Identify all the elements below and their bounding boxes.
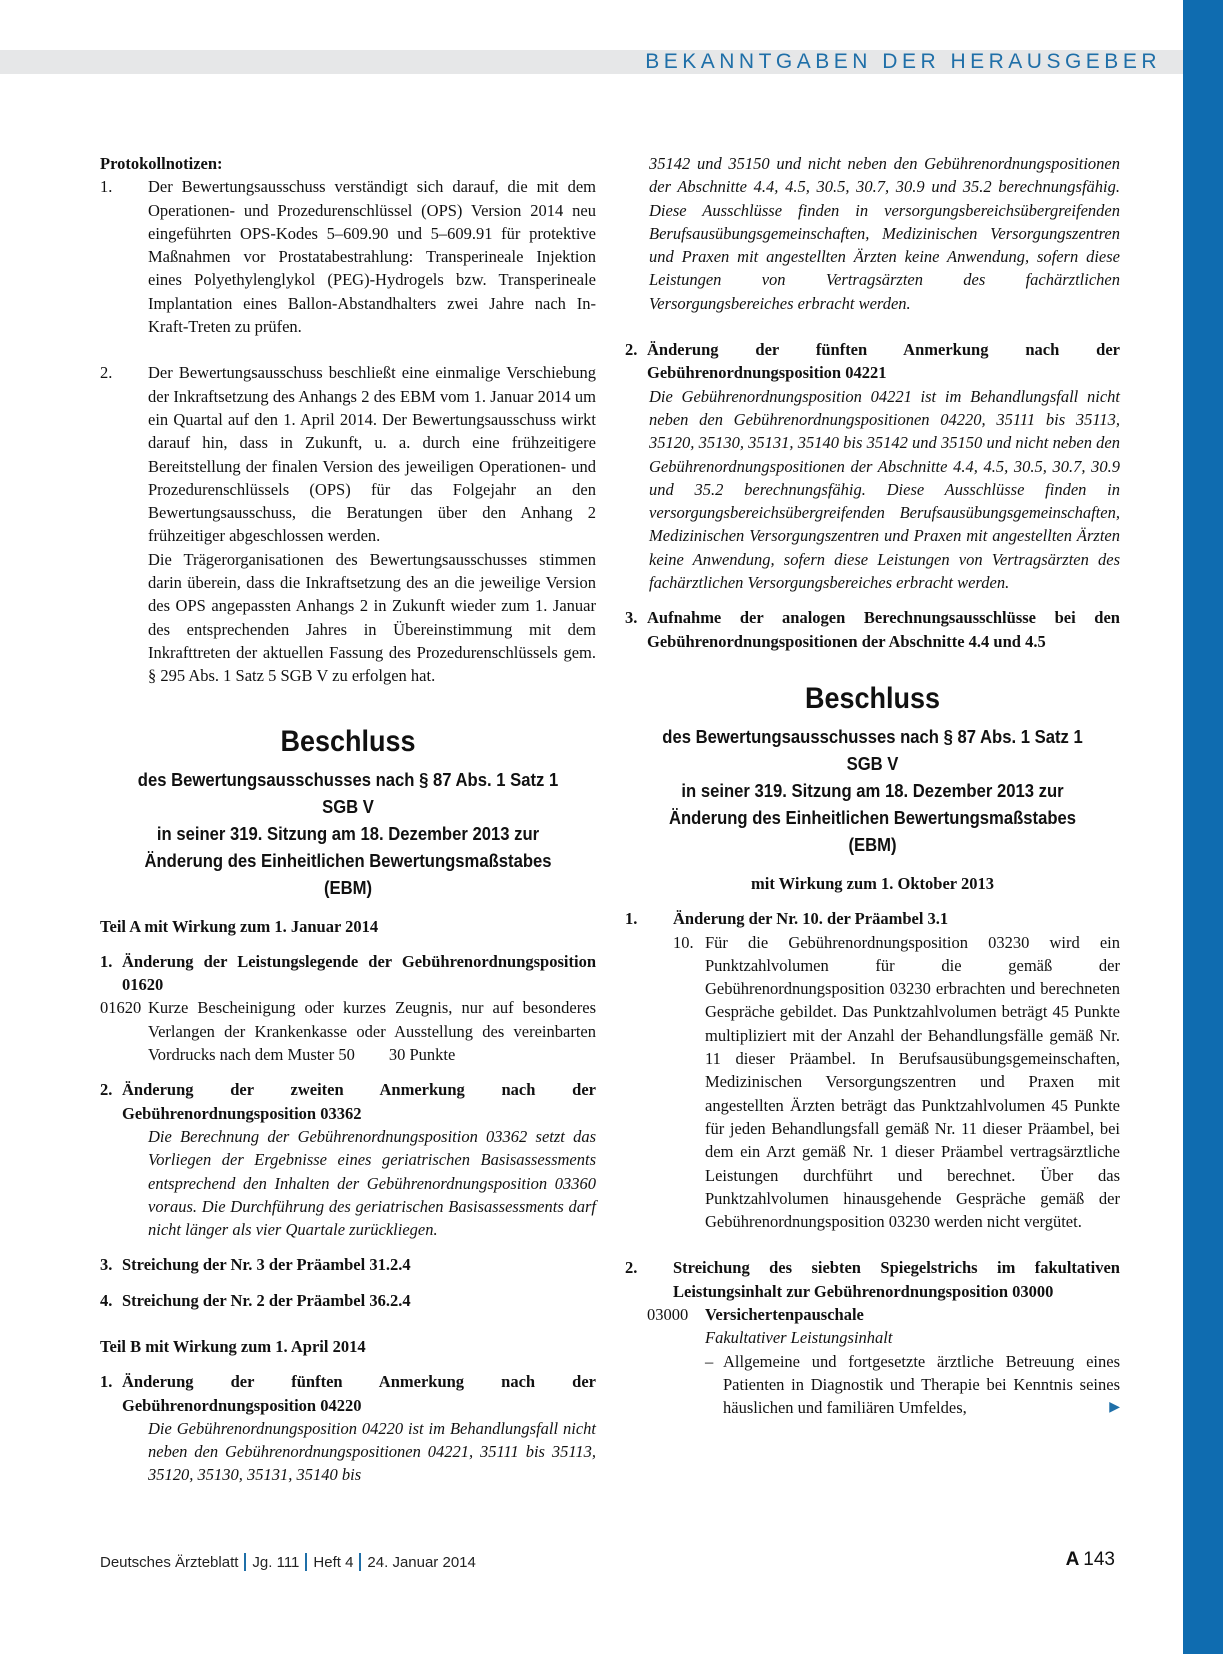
note-text: Der Bewertungsausschuss beschließt eine einmalige Verschiebung der Inkraftsetzung des Anhangs 2 des EBM vom 1. Januar 2014 um ein Quartal auf den 1. April 2014. Der Bewertungsausschuss wirkt darauf hin, dass in Zukunft, u. a. durch eine frühzeitigere Bereitstellung der finalen Version des jeweiligen Operationen- und Prozedurenschlüssels (OPS) für das Folgejahr an den Bewertungsausschuss, die Beratungen über den Anhang 2 frühzeitiger abgeschlossen werden.: [148, 363, 596, 546]
teil-a-heading: Teil A mit Wirkung zum 1. Januar 2014: [100, 916, 379, 936]
a4-heading: [100, 1289, 596, 1312]
note-number: 1.: [100, 177, 113, 197]
right-column: [625, 152, 1120, 1419]
a1-entry: [100, 996, 596, 1066]
item-number: 3.: [625, 608, 638, 628]
footer: [100, 1553, 476, 1571]
footer-separator: [244, 1553, 246, 1571]
a2-heading: [100, 1078, 596, 1125]
note-number: 2.: [100, 363, 113, 383]
beschluss-subtitle-line: in seiner 319. Sitzung am 18. Dezember 2013 zur: [156, 822, 540, 844]
bullet-text: [723, 1350, 1120, 1420]
item-number: 1.: [100, 1372, 113, 1392]
wirkung-heading: mit Wirkung zum 1. Oktober 2013: [751, 873, 994, 893]
item-title: Änderung der fünften Anmerkung nach der Gebührenordnungsposition 04221: [647, 340, 1120, 383]
b2-heading: [625, 338, 1120, 385]
item-number: 4.: [100, 1290, 113, 1310]
protokoll-note-1: [100, 175, 596, 338]
note-text-2: Die Trägerorganisationen des Bewertungsausschusses stimmen darin überein, dass die Inkraftsetzung des an die jeweilige Version des OPS angepassten Anhangs 2 in Zukunft wieder zum 1. Januar des entsprechenden Jahres in Übereinstimmung mit dem Inkrafttreten der aktuellen Fassung des Prozedurenschlüssels gem. § 295 Abs. 1 Satz 5 SGB V zu erfolgen hat.: [148, 549, 596, 686]
side-color-bar: [1183, 0, 1223, 1654]
journal-name: Deutsches Ärzteblatt: [100, 1553, 239, 1571]
gop-code: 03000: [647, 1304, 689, 1324]
journal-issue: Heft 4: [313, 1553, 354, 1571]
journal-date: 24. Januar 2014: [367, 1553, 476, 1571]
item-number: 1.: [100, 951, 113, 971]
teil-b-heading: Teil B mit Wirkung zum 1. April 2014: [100, 1336, 366, 1356]
fakultativ-label: Fakultativer Leistungsinhalt: [705, 1328, 893, 1348]
item-number: 1.: [625, 909, 638, 929]
c2-bullet: [625, 1350, 1120, 1420]
a2-text: Die Berechnung der Gebührenordnungsposition 03362 setzt das Vorliegen der Ergebnisse eines geriatrischen Basisassessments entsprechend den Inhalten der Gebührenordnungsposition 03360 voraus. Die Durchführung des geriatrischen Basisassessments darf nicht länger als vier Quartale zurückliegen.: [148, 1126, 596, 1240]
sub-number: 10.: [673, 932, 694, 952]
item-title: Änderung der Nr. 10. der Präambel 3.1: [673, 909, 949, 929]
gop-title: Versichertenpauschale: [705, 1304, 864, 1324]
beschluss-subtitle: [125, 766, 571, 901]
item-number: 2.: [625, 1258, 638, 1278]
journal-volume: Jg. 111: [252, 1553, 300, 1571]
gop-text: [148, 996, 596, 1066]
gop-points: 30 Punkte: [388, 1045, 456, 1065]
b2-text: Die Gebührenordnungsposition 04221 ist im Behandlungsfall nicht neben den Gebührenordnungspositionen 04220, 35111 bis 35113, 35120, 35130, 35131, 35140 bis 35142 und 35150 und nicht neben den Gebührenordnungspositionen der Abschnitte 4.4, 4.5, 30.5, 30.7, 30.9 und 35.2 berechnungsfähig. Diese Ausschlüsse finden in versorgungsbereichsübergreifenden Berufsausübungsgemeinschaften, Medizinischen Versorgungszentren und Praxen mit angestellten Ärzten keine Anwendung, sofern diese Leistungen von Vertragsärzten des fachärztlichen Versorgungsbereiches erbracht werden.: [649, 386, 1120, 593]
item-number: 3.: [100, 1255, 113, 1275]
item-title: Änderung der fünften Anmerkung nach der Gebührenordnungsposition 04220: [122, 1372, 596, 1415]
page-prefix: A: [1065, 1549, 1080, 1570]
footer-separator: [305, 1553, 307, 1571]
beschluss-subtitle-line: des Bewertungsausschusses nach § 87 Abs. 1 Satz 1 SGB V: [662, 725, 1083, 774]
b1-heading: [100, 1370, 596, 1417]
section-title: BEKANNTGABEN DER HERAUSGEBER: [645, 50, 1161, 73]
beschluss-subtitle-line: in seiner 319. Sitzung am 18. Dezember 2013 zur: [681, 779, 1064, 801]
b1-text: Die Gebührenordnungsposition 04220 ist im Behandlungsfall nicht neben den Gebührenordnungspositionen 04221, 35111 bis 35113, 35120, 35130, 35131, 35140 bis: [148, 1418, 596, 1485]
item-number: 2.: [100, 1080, 113, 1100]
bullet-content: Allgemeine und fortgesetzte ärztliche Betreuung eines Patienten in Diagnostik und Therapie bei Kenntnis seines häuslichen und familiären Umfeldes,: [723, 1351, 1120, 1418]
item-title: Aufnahme der analogen Berechnungsausschlüsse bei den Gebührenordnungspositionen der Abschnitte 4.4 und 4.5: [647, 608, 1120, 651]
beschluss-subtitle-2: [650, 723, 1096, 858]
c1-heading: [625, 907, 1120, 930]
dash: –: [705, 1351, 714, 1371]
item-number: 2.: [625, 340, 638, 360]
c1-entry: [625, 931, 1120, 1234]
item-title: Streichung der Nr. 2 der Präambel 36.2.4: [122, 1290, 411, 1310]
c2-entry: [625, 1303, 1120, 1326]
beschluss-subtitle-line: Änderung des Einheitlichen Bewertungsmaßstabes (EBM): [668, 806, 1077, 855]
beschluss-subtitle-line: des Bewertungsausschusses nach § 87 Abs. 1 Satz 1 SGB V: [137, 768, 559, 817]
left-column: [100, 152, 596, 1487]
b1-text-continued: 35142 und 35150 und nicht neben den Gebührenordnungspositionen der Abschnitte 4.4, 4.5, 30.5, 30.7, 30.9 und 35.2 berechnungsfähig. Diese Ausschlüsse finden in versorgungsbereichsübergreifenden Berufsausübungsgemeinschaften, Medizinischen Versorgungszentren und Praxen mit angestellten Ärzten keine Anwendung, sofern diese Leistungen von Vertragsärzten des fachärztlichen Versorgungsbereiches erbracht werden.: [649, 154, 1120, 313]
note-text: Der Bewertungsausschuss verständigt sich darauf, die mit dem Operationen- und Prozedurenschlüssel (OPS) Version 2014 neu eingeführten OPS-Kodes 5–609.90 und 5–609.91 für protektive Maßnahmen vor Prostatabestrahlung: Transperineale Injektion eines Polyethylenglykol (PEG)-Hydrogels bzw. Transperineale Implantation eines Ballon-Abstandhalters zwei Jahre nach In-Kraft-Treten zu prüfen.: [148, 177, 596, 337]
item-title: Änderung der zweiten Anmerkung nach der Gebührenordnungsposition 03362: [122, 1080, 596, 1123]
c2-heading: [625, 1256, 1120, 1303]
beschluss-subtitle-line: Änderung des Einheitlichen Bewertungsmaßstabes (EBM): [144, 849, 552, 898]
page-number-value: 143: [1083, 1549, 1115, 1570]
beschluss-title-2: Beschluss: [804, 681, 941, 715]
item-title: Streichung der Nr. 3 der Präambel 31.2.4: [122, 1255, 411, 1275]
item-title: Streichung des siebten Spiegelstrichs im fakultativen Leistungsinhalt zur Gebührenordnungsposition 03000: [673, 1258, 1120, 1301]
page-number: [1066, 1549, 1115, 1571]
protokoll-title: Protokollnotizen:: [100, 154, 223, 173]
continue-arrow-icon: ▶: [1109, 1400, 1120, 1416]
item-title: Änderung der Leistungslegende der Gebührenordnungsposition 01620: [122, 951, 596, 995]
a3-heading: [100, 1253, 596, 1276]
gop-description: Kurze Bescheinigung oder kurzes Zeugnis, nur auf besonderes Verlangen der Krankenkasse oder Ausstellung des vereinbarten Vordrucks nach dem Muster 50: [148, 998, 596, 1065]
beschluss-title: Beschluss: [280, 724, 416, 758]
b3-heading: [625, 606, 1120, 653]
protokoll-note-2: [100, 361, 596, 687]
gop-code: 01620: [100, 998, 142, 1018]
c1-text: Für die Gebührenordnungsposition 03230 wird ein Punktzahlvolumen für die gemäß der Gebührenordnungsposition 03230 erbrachten und berechneten Gespräche gebildet. Das Punktzahlvolumen beträgt 45 Punkte multipliziert mit der Anzahl der Behandlungsfälle gemäß Nr. 11 dieser Präambel. In Berufsausübungsgemeinschaften, Medizinischen Versorgungszentren und Praxen mit angestellten Ärzten beträgt das Punktzahlvolumen 45 Punkte für jeden Behandlungsfall gemäß Nr. 11 dieser Präambel, bei dem ein Arzt gemäß Nr. 1 dieser Präambel vertragsärztliche Leistungen durchführt und berechnet. Über das Punktzahlvolumen hinausgehende Gespräche gemäß der Gebührenordnungsposition 03230 werden nicht vergütet.: [705, 932, 1120, 1232]
footer-separator: [359, 1553, 361, 1571]
a1-heading: [100, 950, 596, 997]
